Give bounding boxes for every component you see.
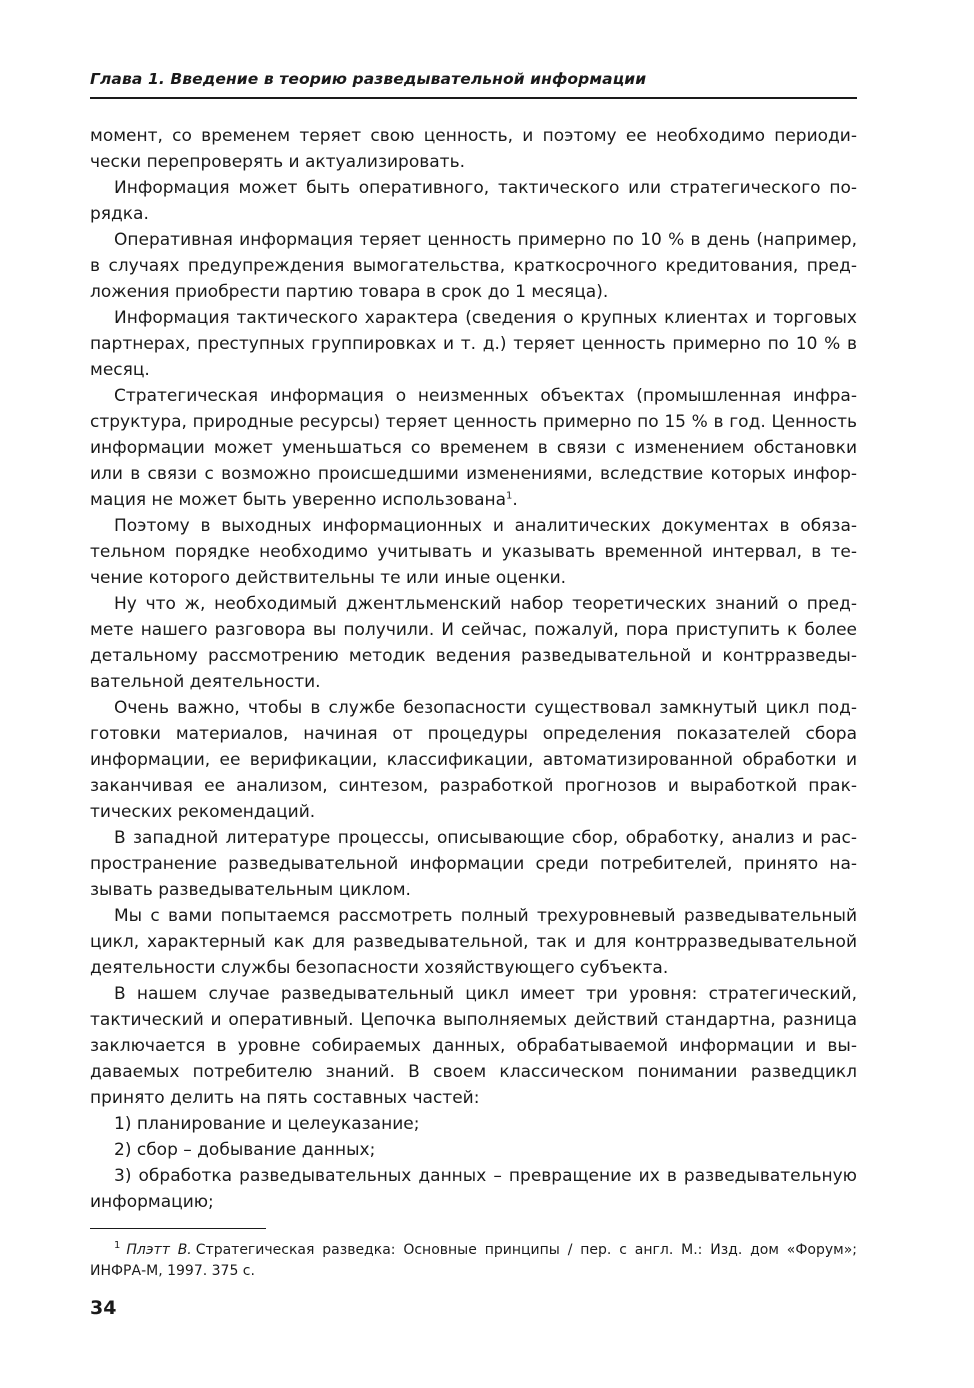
paragraph: В западной литературе процессы, описывающие сбор, обработку, анализ и распространение разведывательной информации среди потребителей, принято называть разведывательным циклом. xyxy=(90,828,857,900)
footnote xyxy=(90,1240,857,1282)
paragraph: Ну что ж, необходимый джентльменский набор теоретических знаний о предмете нашего разговора вы получили. И сейчас, пожалуй, пора приступить к более детальному рассмотрению методик ведения разведывательной и контрразведывательной деятельности. xyxy=(90,594,857,692)
paragraph: В нашем случае разведывательный цикл имеет три уровня: стратегический, тактический и оперативный. Цепочка выполняемых действий стандартна, разница заключается в уровне собираемых данных, обрабатываемой информации и выдаваемых потребителю знаний. В своем классическом понимании разведцикл принято делить на пять составных частей: xyxy=(90,984,857,1108)
paragraph: Информация тактического характера (сведения о крупных клиентах и торговых партнерах, преступных группировках и т. д.) теряет ценность примерно по 10 % в месяц. xyxy=(90,308,857,380)
list-item: 2) сбор – добывание данных; xyxy=(114,1140,376,1160)
list-item: 3) обработка разведывательных данных – превращение их в разведывательную информацию; xyxy=(90,1166,857,1212)
running-header: Глава 1. Введение в теорию разведывательной информации xyxy=(90,70,647,88)
footnote-reference: 1 xyxy=(506,490,513,502)
paragraph: момент, со временем теряет свою ценность, и поэтому ее необходимо периодически перепроверять и актуализировать. xyxy=(90,126,857,172)
footnote-rule xyxy=(90,1228,266,1229)
footnote-mark: 1 xyxy=(114,1240,121,1252)
paragraph: Мы с вами попытаемся рассмотреть полный трехуровневый разведывательный цикл, характерный как для разведывательной, так и для контрразведывательной деятельности службы безопасности хозяйствующего субъекта. xyxy=(90,906,857,978)
paragraph: Стратегическая информация о неизменных объектах (промышленная инфраструктура, природные ресурсы) теряет ценность примерно по 15 % в год. Ценность информации может уменьшаться со временем в связи с изменением обстановки или в связи с возможно происшедшими изменениями, вследствие которых информация не может быть уверенно использована$^1$. xyxy=(90,386,857,510)
footnote-text: Стратегическая разведка: Основные принципы / пер. с англ. М.: Изд. дом «Форум»; ИНФРА-М, 1997. 375 с. xyxy=(90,1242,857,1279)
header-rule xyxy=(90,97,857,99)
list-item: 1) планирование и целеуказание; xyxy=(114,1114,420,1134)
paragraph-text: Стратегическая информация о неизменных объектах (промышленная инфраструктура, природные ресурсы) теряет ценность примерно по 15 % в год. Ценность информации может уменьшаться со временем в связи с изменением обстановки или в связи с возможно происшедшими изменениями, вследствие которых информация не может быть уверенно использована xyxy=(90,386,857,510)
paragraph: Оперативная информация теряет ценность примерно по 10 % в день (например, в случаях предупреждения вымогательства, краткосрочного кредитования, предложения приобрести партию товара в срок до 1 месяца). xyxy=(90,230,857,302)
footnote-author: Плэтт В. xyxy=(126,1242,192,1258)
paragraph: Информация может быть оперативного, тактического или стратегического порядка. xyxy=(90,178,857,224)
paragraph: Очень важно, чтобы в службе безопасности существовал замкнутый цикл подготовки материалов, начиная от процедуры определения показателей сбора информации, ее верификации, классификации, автоматизированной обработки и заканчивая ее анализом, синтезом, разработкой прогнозов и выработкой практических рекомендаций. xyxy=(90,698,857,822)
page-number: 34 xyxy=(90,1297,117,1319)
main-text xyxy=(90,123,857,1215)
paragraph: Поэтому в выходных информационных и аналитических документах в обязательном порядке необходимо учитывать и указывать временной интервал, в течение которого действительны те или иные оценки. xyxy=(90,516,857,588)
